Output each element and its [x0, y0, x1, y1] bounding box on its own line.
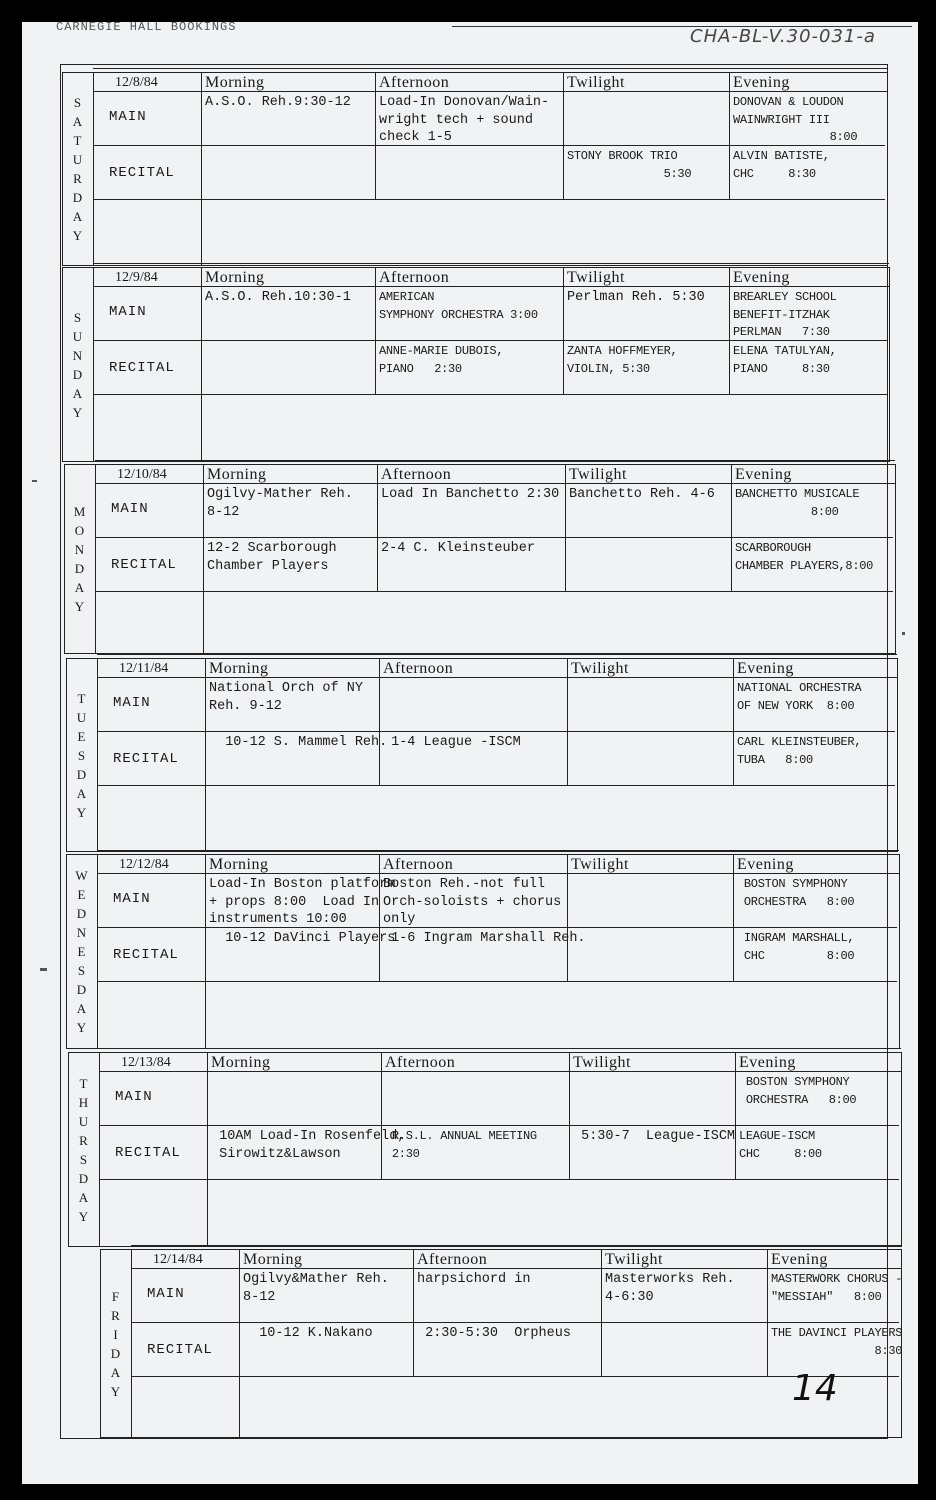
column-divider [201, 199, 202, 265]
header-scrawl: CARNEGIE HALL BOOKINGS [56, 20, 237, 34]
column-header-evening: Evening [737, 660, 794, 677]
cell-main-twilight: Perlman Reh. 5:30 [567, 290, 705, 305]
day-block-tuesday [66, 658, 898, 852]
day-grid [95, 465, 895, 653]
column-divider [203, 591, 204, 653]
header-double-rule [97, 850, 899, 851]
day-grid [93, 73, 887, 265]
column-divider [205, 855, 206, 981]
cell-recital-morning: 12-2 Scarborough Chamber Players [207, 541, 337, 574]
day-block-sunday [62, 267, 890, 462]
day-name: M O N D A Y [65, 465, 96, 653]
column-divider [375, 268, 376, 394]
day-name: S U N D A Y [63, 268, 94, 461]
column-header-row [97, 659, 897, 678]
column-divider [375, 73, 376, 199]
column-divider [601, 1250, 602, 1376]
day-grid [97, 855, 899, 1048]
column-header-morning: Morning [209, 660, 269, 677]
cell-main-afternoon: AMERICAN SYMPHONY ORCHESTRA 3:00 [379, 290, 538, 322]
column-divider [205, 981, 206, 1048]
day-grid [93, 268, 889, 461]
row-label-recital: RECITAL [147, 1342, 213, 1358]
cell-recital-twilight: 5:30-7 League-ISCM [573, 1129, 736, 1144]
header-double-rule [99, 1048, 901, 1049]
cell-recital-morning: 10-12 S. Mammel Reh. [209, 735, 388, 750]
cell-recital-afternoon: R.S.L. ANNUAL MEETING 2:30 [391, 1129, 537, 1161]
margin-mark [902, 632, 905, 635]
column-divider [205, 785, 206, 851]
margin-mark [40, 968, 47, 971]
column-divider [201, 394, 202, 461]
column-header-twilight: Twilight [571, 660, 629, 677]
column-header-evening: Evening [737, 856, 794, 873]
column-divider [203, 465, 204, 591]
cell-recital-morning: 10-12 K.Nakano [243, 1326, 373, 1341]
day-block-friday [100, 1249, 902, 1438]
column-divider [733, 659, 734, 785]
day-name: T U E S D A Y [67, 659, 98, 851]
column-header-morning: Morning [205, 74, 265, 91]
row-divider [97, 785, 895, 786]
column-divider [735, 1053, 736, 1179]
cell-main-afternoon: Load In Banchetto 2:30 [381, 487, 560, 502]
cell-main-evening: BREARLEY SCHOOL BENEFIT-ITZHAK PERLMAN 7:30 [733, 290, 837, 339]
column-divider [733, 855, 734, 981]
page-number: 14 [792, 1368, 838, 1409]
column-header-evening: Evening [739, 1054, 796, 1071]
header-double-rule [95, 460, 895, 461]
row-label-recital: RECITAL [115, 1145, 181, 1161]
cell-recital-afternoon: 2:30-5:30 Orpheus [417, 1326, 571, 1341]
column-divider [563, 73, 564, 199]
day-date: 12/12/84 [119, 857, 169, 872]
column-divider [729, 268, 730, 394]
column-header-twilight: Twilight [569, 466, 627, 483]
row-label-recital: RECITAL [113, 947, 179, 963]
cell-main-morning: A.S.O. Reh.10:30-1 [205, 290, 351, 305]
column-header-morning: Morning [207, 466, 267, 483]
day-date: 12/8/84 [115, 75, 158, 90]
day-date: 12/10/84 [117, 467, 167, 482]
cell-recital-evening: SCARBOROUGH CHAMBER PLAYERS,8:00 [735, 541, 874, 573]
day-name: W E D N E S D A Y [67, 855, 98, 1048]
column-header-twilight: Twilight [605, 1251, 663, 1268]
cell-recital-twilight: STONY BROOK TRIO 5:30 [567, 149, 692, 181]
column-header-afternoon: Afternoon [417, 1251, 488, 1268]
row-divider [99, 1179, 899, 1180]
column-header-morning: Morning [211, 1054, 271, 1071]
row-divider [97, 731, 895, 732]
column-header-row [99, 1053, 901, 1072]
row-divider [95, 591, 893, 592]
cell-main-afternoon: Boston Reh.-not full Orch-soloists + chorus only [383, 877, 562, 927]
column-divider [379, 659, 380, 785]
document-page [22, 22, 918, 1484]
day-name: S A T U R D A Y [63, 73, 94, 265]
day-date: 12/14/84 [153, 1252, 203, 1267]
column-divider [207, 1053, 208, 1179]
column-divider [565, 465, 566, 591]
column-divider [569, 1053, 570, 1179]
row-label-main: MAIN [111, 501, 149, 517]
column-header-afternoon: Afternoon [385, 1054, 456, 1071]
row-divider [131, 1322, 899, 1323]
cell-main-evening: BANCHETTO MUSICALE 8:00 [735, 487, 860, 519]
row-divider [95, 537, 893, 538]
header-double-rule [97, 654, 897, 655]
column-header-row [97, 855, 899, 874]
day-date: 12/11/84 [119, 661, 169, 676]
row-divider [97, 981, 897, 982]
row-label-main: MAIN [113, 891, 151, 907]
cell-recital-twilight: ZANTA HOFFMEYER, VIOLIN, 5:30 [567, 344, 678, 376]
column-header-twilight: Twilight [567, 269, 625, 286]
column-header-row [93, 268, 889, 287]
day-block-monday [64, 464, 896, 654]
row-divider [93, 394, 887, 395]
cell-recital-evening: INGRAM MARSHALL, CHC 8:00 [743, 931, 855, 963]
cell-recital-afternoon: 1-6 Ingram Marshall Reh. [383, 931, 586, 946]
column-divider [567, 855, 568, 981]
column-header-afternoon: Afternoon [383, 660, 454, 677]
cell-main-morning: Ogilvy-Mather Reh. 8-12 [207, 487, 353, 520]
column-divider [207, 1179, 208, 1246]
column-divider [205, 659, 206, 785]
day-block-thursday [68, 1052, 902, 1247]
cell-main-morning: A.S.O. Reh.9:30-12 [205, 95, 351, 110]
column-header-evening: Evening [771, 1251, 828, 1268]
cell-main-twilight: Masterworks Reh. 4-6:30 [605, 1272, 735, 1305]
row-divider [93, 199, 885, 200]
day-name: F R I D A Y [101, 1250, 132, 1437]
row-label-main: MAIN [147, 1286, 185, 1302]
column-divider [563, 268, 564, 394]
cell-recital-morning: 10-12 DaVinci Players [209, 931, 396, 946]
cell-recital-evening: CARL KLEINSTEUBER, TUBA 8:00 [737, 735, 862, 767]
column-header-evening: Evening [733, 269, 790, 286]
column-header-morning: Morning [243, 1251, 303, 1268]
cell-recital-afternoon: 2-4 C. Kleinsteuber [381, 541, 535, 556]
cell-main-evening: DONOVAN & LOUDON WAINWRIGHT III 8:00 [733, 95, 858, 144]
column-divider [377, 465, 378, 591]
cell-recital-evening: ELENA TATULYAN, PIANO 8:30 [733, 344, 837, 376]
column-header-morning: Morning [205, 269, 265, 286]
row-label-recital: RECITAL [111, 557, 177, 573]
cell-recital-morning: 10AM Load-In Rosenfeld, Sirowitz&Lawson [219, 1129, 406, 1162]
column-divider [567, 659, 568, 785]
column-divider [239, 1250, 240, 1376]
header-double-rule [93, 263, 889, 264]
cell-recital-afternoon: ANNE-MARIE DUBOIS, PIANO 2:30 [379, 344, 504, 376]
column-header-afternoon: Afternoon [379, 269, 450, 286]
cell-recital-afternoon: 1-4 League -ISCM [383, 735, 521, 750]
day-date: 12/13/84 [121, 1055, 171, 1070]
row-divider [131, 1376, 899, 1377]
column-header-morning: Morning [209, 856, 269, 873]
row-label-main: MAIN [115, 1089, 153, 1105]
cell-recital-evening: THE DAVINCI PLAYERS 8:30 [771, 1326, 903, 1358]
column-header-twilight: Twilight [573, 1054, 631, 1071]
day-grid [97, 659, 897, 851]
column-divider [413, 1250, 414, 1376]
column-header-evening: Evening [735, 466, 792, 483]
cell-recital-evening: ALVIN BATISTE, CHC 8:30 [733, 149, 830, 181]
column-header-row [93, 73, 887, 92]
cell-main-afternoon: Load-In Donovan/Wain- wright tech + sound check 1-5 [379, 95, 550, 145]
cell-main-morning: National Orch of NY Reh. 9-12 [209, 681, 363, 714]
column-divider [201, 73, 202, 199]
day-grid [99, 1053, 901, 1246]
header-double-rule [93, 68, 887, 69]
column-header-afternoon: Afternoon [379, 74, 450, 91]
row-label-recital: RECITAL [113, 751, 179, 767]
row-label-main: MAIN [113, 695, 151, 711]
header-double-rule [131, 1245, 901, 1246]
row-divider [99, 1125, 899, 1126]
column-divider [201, 268, 202, 394]
cell-main-evening: BOSTON SYMPHONY ORCHESTRA 8:00 [745, 1075, 857, 1107]
day-block-saturday [62, 72, 888, 266]
row-label-main: MAIN [109, 304, 147, 320]
row-label-main: MAIN [109, 109, 147, 125]
day-date: 12/9/84 [115, 270, 158, 285]
column-divider [731, 465, 732, 591]
cell-main-afternoon: harpsichord in [417, 1272, 531, 1287]
cell-main-twilight: Banchetto Reh. 4-6 [569, 487, 715, 502]
day-block-wednesday [66, 854, 900, 1049]
column-header-afternoon: Afternoon [381, 466, 452, 483]
cell-main-evening: MASTERWORK CHORUS - "MESSIAH" 8:00 [771, 1272, 903, 1304]
column-header-afternoon: Afternoon [383, 856, 454, 873]
row-label-recital: RECITAL [109, 165, 175, 181]
margin-mark [32, 480, 37, 482]
column-header-evening: Evening [733, 74, 790, 91]
column-header-row [95, 465, 895, 484]
column-divider [729, 73, 730, 199]
cell-main-evening: BOSTON SYMPHONY ORCHESTRA 8:00 [743, 877, 855, 909]
day-grid [131, 1250, 901, 1437]
cell-main-evening: NATIONAL ORCHESTRA OF NEW YORK 8:00 [737, 681, 862, 713]
column-header-twilight: Twilight [567, 74, 625, 91]
column-header-twilight: Twilight [571, 856, 629, 873]
cell-main-morning: Ogilvy&Mather Reh. 8-12 [243, 1272, 389, 1305]
row-label-recital: RECITAL [109, 360, 175, 376]
column-header-row [131, 1250, 901, 1269]
cell-recital-evening: LEAGUE-ISCM CHC 8:00 [739, 1129, 822, 1161]
document-id: CHA-BL-V.30-031-a [690, 26, 876, 47]
day-name: T H U R S D A Y [69, 1053, 100, 1246]
column-divider [767, 1250, 768, 1376]
cell-main-morning: Load-In Boston platform + props 8:00 Load In instruments 10:00 [209, 877, 396, 927]
column-divider [239, 1376, 240, 1437]
